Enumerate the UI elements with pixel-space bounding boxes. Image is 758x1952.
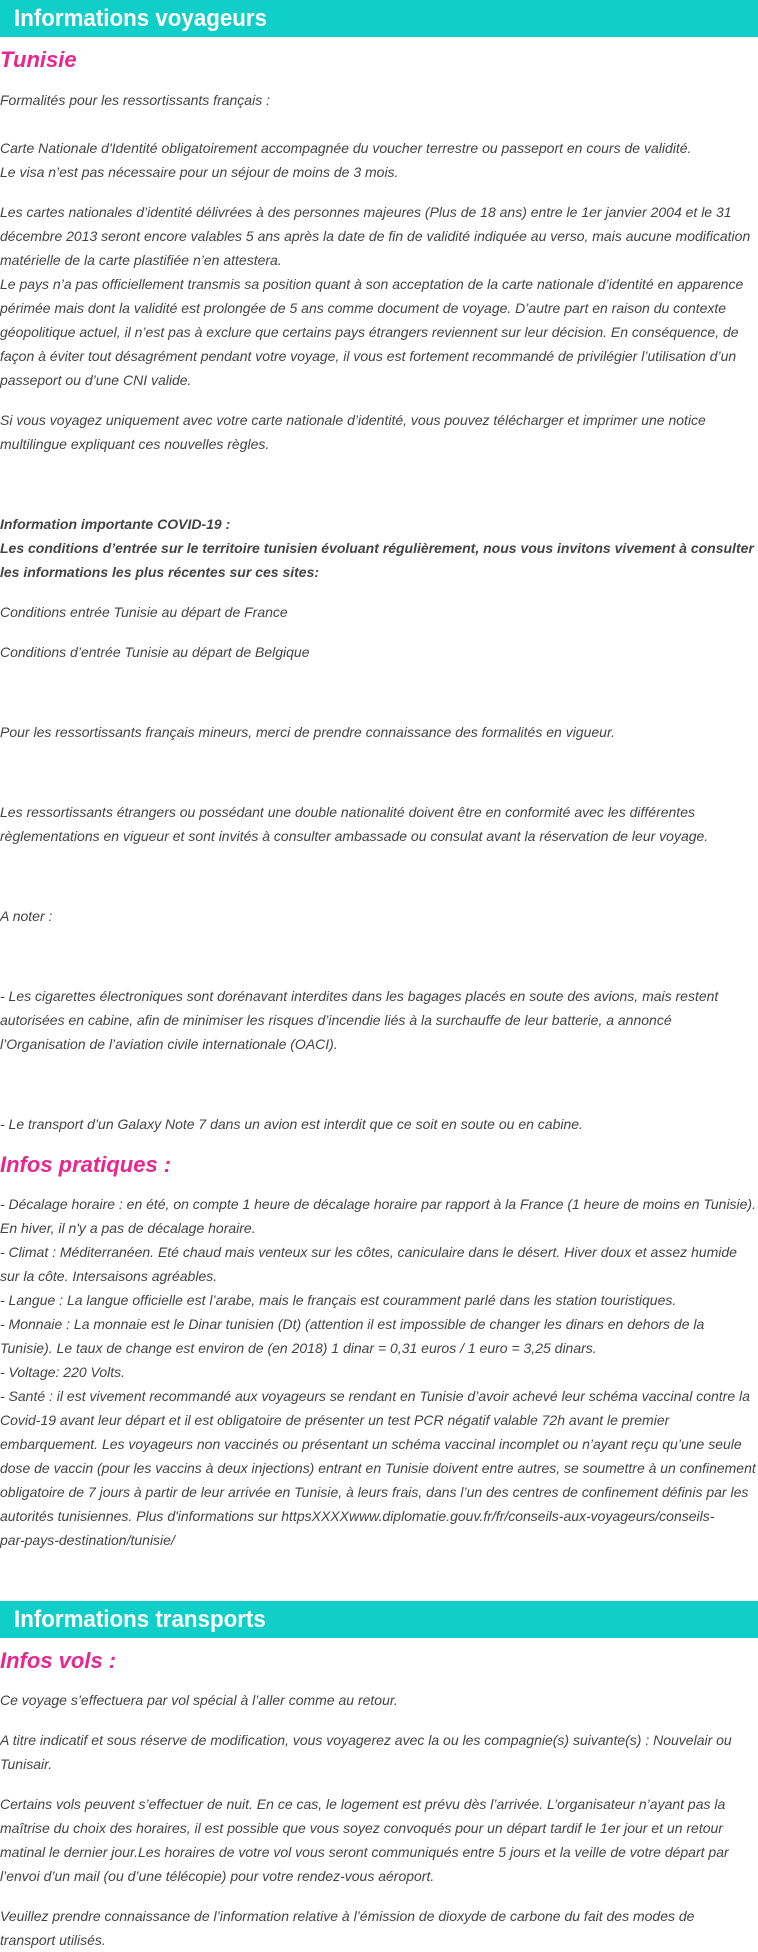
text-line: matérielle de la carte plastifiée n’en attestera. [0,252,282,268]
cigarettes-paragraph [0,984,758,1056]
text-line: Pour les ressortissants français mineurs, merci de prendre connaissance des formalités en vigueur. [0,724,615,740]
text-line: A noter : [0,908,53,924]
link-belgique-text[interactable]: Conditions d’entrée Tunisie au départ de Belgique [0,644,310,660]
text-line: règlementations en vigueur et sont invités à consulter ambassade ou consulat avant la réservation de leur voyage. [0,828,709,844]
infos-pratiques-list [0,1192,758,1552]
vols-nuit-paragraph [0,1792,758,1888]
text-line: façon à éviter tout désagrément pendant votre voyage, il vous est fortement recommandé de privilégier l’utilisation d’un [0,348,737,364]
text-line: les informations les plus récentes sur ces sites: [0,564,320,580]
intro-text: Formalités pour les ressortissants français : [0,92,270,108]
text-line: Le pays n’a pas officiellement transmis sa position quant à son acceptation de la carte nationale d’identité en apparence [0,276,744,292]
text-line: obligatoire de 7 jours à partir de leur arrivée en Tunisie, à leurs frais, dans l’un des centres de confinement définis par les [0,1484,749,1500]
text-line: - Langue : La langue officielle est l’arabe, mais le français est couramment parlé dans les station touristiques. [0,1292,677,1308]
link-france[interactable] [0,600,758,624]
formalites-intro [0,88,758,112]
text-line: Le visa n’est pas nécessaire pour un séjour de moins de 3 mois. [0,164,399,180]
infos-pratiques-heading: Infos pratiques : [0,1152,172,1177]
text-line: - Santé : il est vivement recommandé aux voyageurs se rendant en Tunisie d’avoir achevé leur schéma vaccinal contre la [0,1388,750,1404]
text-line: embarquement. Les voyageurs non vaccinés ou présentant un schéma vaccinal incomplet ou n’ayant reçu qu’une seule [0,1436,742,1452]
text-line: Les conditions d’entrée sur le territoire tunisien évoluant régulièrement, nous vous invitons vivement à consulter [0,540,754,556]
text-line: - Climat : Méditerranéen. Eté chaud mais venteux sur les côtes, caniculaire dans le désert. Hiver doux et assez humide [0,1244,737,1260]
text-line: l’envoi d’un mail (ou d’une télécopie) pour votre rendez-vous aéroport. [0,1868,435,1884]
text-line: géopolitique actuel, il n’est pas à exclure que certains pays étrangers reviennent sur leur décision. En conséquence, de [0,324,739,340]
text-line: périmée mais dont la validité est prolongée de 5 ans comme document de voyage. D’autre part en raison du contexte [0,300,727,316]
text-line: - Décalage horaire : en été, on compte 1 heure de décalage horaire par rapport à la France (1 heure de moins en Tunisie). [0,1196,756,1212]
text-line: En hiver, il n'y a pas de décalage horaire. [0,1220,256,1236]
a-noter [0,904,758,928]
etrangers-paragraph [0,800,758,848]
text-line: sur la côte. Intersaisons agréables. [0,1268,218,1284]
text-line: Si vous voyagez uniquement avec votre carte nationale d’identité, vous pouvez télécharger et imprimer une notice [0,412,706,428]
text-line: l’Organisation de l’aviation civile internationale (OACI). [0,1036,338,1052]
link-france-text[interactable]: Conditions entrée Tunisie au départ de France [0,604,288,620]
text-line: dose de vaccin (pour les vaccins à deux injections) entrant en Tunisie doivent entre autres, se soumettre à un confinement [0,1460,756,1476]
section-title-voyageurs: Informations voyageurs [14,4,268,32]
covid-block [0,512,758,584]
text-line: Les ressortissants étrangers ou possédant une double nationalité doivent être en conformité avec les différentes [0,804,695,820]
text-line: - Voltage: 220 Volts. [0,1364,126,1380]
text-line: Les cartes nationales d’identité délivrées à des personnes majeures (Plus de 18 ans) entre le 1er janvier 2004 et le 31 [0,204,732,220]
text-line: passeport ou d’une CNI valide. [0,372,192,388]
text-line: - Les cigarettes électroniques sont dorénavant interdites dans les bagages placés en soute des avions, mais restent [0,988,719,1004]
text-line: transport utilisés. [0,1932,106,1948]
section-header-transports [0,1601,758,1638]
infos-vols-heading: Infos vols : [0,1648,117,1673]
text-line: matinal le dernier jour.Les horaires de votre vol vous seront communiqués entre 5 jours et la veille de votre départ par [0,1844,729,1860]
text-line: décembre 2013 seront encore valables 5 ans après la date de fin de validité indiquée au verso, mais aucune modification [0,228,751,244]
text-line: multilingue expliquant ces nouvelles règles. [0,436,270,452]
country-heading: Tunisie [0,47,77,72]
cni-paragraph [0,136,758,184]
text-line: Certains vols peuvent s’effectuer de nuit. En ce cas, le logement est prévu dès l’arrivée. L’organisateur n’ayant pas la [0,1796,726,1812]
co2-paragraph [0,1904,758,1952]
text-line: Tunisie). Le taux de change est environ de (en 2018) 1 dinar = 0,31 euros / 1 euro = 3,25 dinars. [0,1340,597,1356]
text-line: Ce voyage s’effectuera par vol spécial à l’aller comme au retour. [0,1692,398,1708]
section-title-transports: Informations transports [14,1605,266,1633]
text-line: Veuillez prendre connaissance de l’information relative à l’émission de dioxyde de carbone du fait des modes de [0,1908,695,1924]
compagnies-paragraph [0,1728,758,1776]
link-belgique[interactable] [0,640,758,664]
section-header-voyageurs [0,0,758,37]
notice-paragraph [0,408,758,456]
galaxy-paragraph [0,1112,758,1136]
validity-paragraph [0,200,758,392]
text-line: autorités tunisiennes. Plus d'informations sur httpsXXXXwww.diplomatie.gouv.fr/fr/conseils-aux-voyageurs/conseils- [0,1508,715,1524]
text-line: Covid-19 avant leur départ et il est obligatoire de présenter un test PCR négatif valable 72h avant le premier [0,1412,670,1428]
text-line: Tunisair. [0,1756,53,1772]
text-line: A titre indicatif et sous réserve de modification, vous voyagerez avec la ou les compagnie(s) suivante(s) : Nouvelair ou [0,1732,732,1748]
covid-title: Information importante COVID-19 : [0,516,231,532]
text-line: - Monnaie : La monnaie est le Dinar tunisien (Dt) (attention il est impossible de changer les dinars en dehors de la [0,1316,705,1332]
text-line: par-pays-destination/tunisie/ [0,1532,175,1548]
vol-special-paragraph [0,1688,758,1712]
text-line: autorisées en cabine, afin de minimiser les risques d’incendie liés à la surchauffe de leur batterie, a annoncé [0,1012,672,1028]
text-line: maîtrise du choix des horaires, il est possible que vous soyez convoqués pour un départ tardif le 1er jour et un retour [0,1820,723,1836]
mineurs-paragraph [0,720,758,744]
text-line: - Le transport d’un Galaxy Note 7 dans un avion est interdit que ce soit en soute ou en cabine. [0,1116,583,1132]
text-line: Carte Nationale d'Identité obligatoirement accompagnée du voucher terrestre ou passeport en cours de validité. [0,140,692,156]
